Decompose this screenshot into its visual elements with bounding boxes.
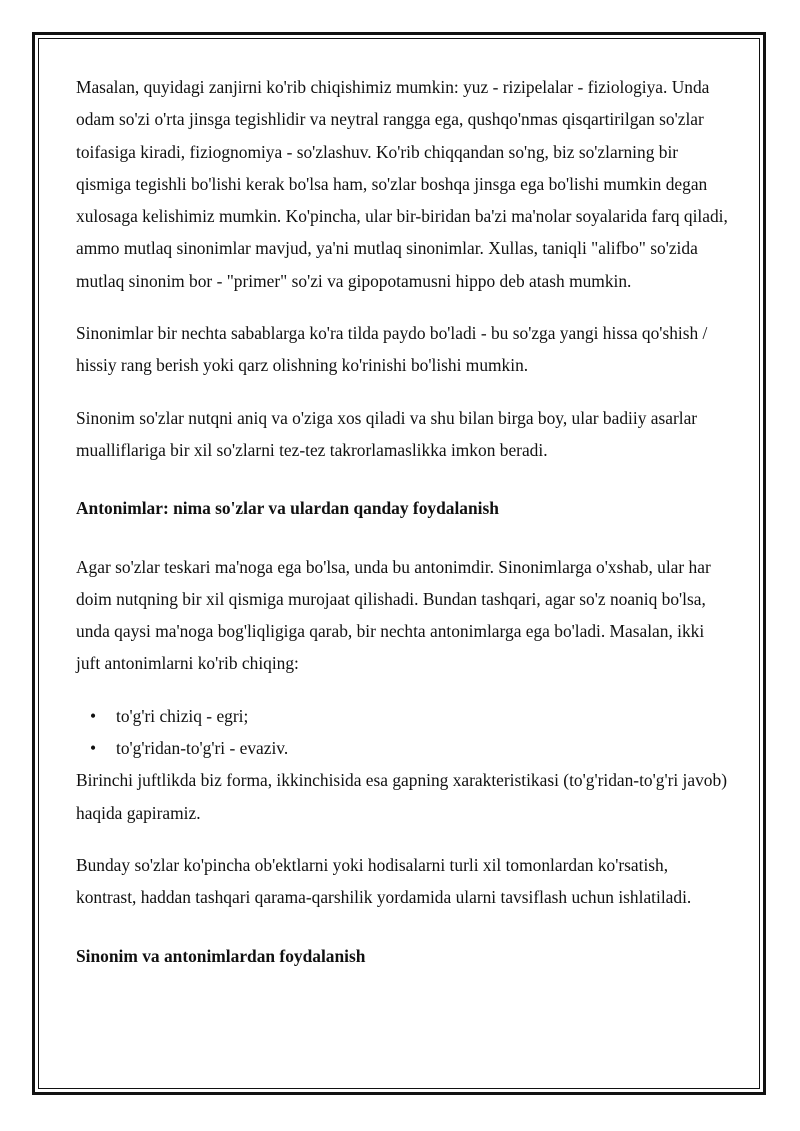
paragraph-antonym-explanation: Birinchi juftlikda biz forma, ikkinchisida esa gapning xarakteristikasi (to'g'ridan-to'g'ri javob) haqida gapiramiz. [76, 770, 727, 823]
bullet-icon: • [90, 738, 97, 759]
heading-synonym-antonym-usage: Sinonim va antonimlardan foydalanish [76, 945, 366, 966]
heading-antonyms: Antonimlar: nima so'zlar va ulardan qanday foydalanish [76, 498, 499, 519]
paragraph-synonym-example: Masalan, quyidagi zanjirni ko'rib chiqishimiz mumkin: yuz - rizipelalar - fiziologiya. Unda odam so'zi o'rta jinsga tegishlidir va neytral rangga ega, qushqo'nmas qisqartirilgan so'zlar toifasiga kiradi, fiziognomiya - so'zlashuv. Ko'rib chiqqandan so'ng, biz so'zlarning bir qismiga tegishli bo'lishi kerak bo'lsa ham, so'zlar boshqa jinsga ega bo'lishi mumkin degan xulosaga kelishimiz mumkin. Ko'pincha, ular bir-biridan ba'zi ma'nolar soyalarida farq qiladi, ammo mutlaq sinonimlar mavjud, ya'ni mutlaq sinonimlar. Xullas, taniqli "alifbo" so'zida mutlaq sinonim bor - "primer" so'zi va gipopotamusni hippo deb atash mumkin. [76, 77, 728, 291]
antonym-pairs-list [76, 700, 728, 765]
bullet-icon: • [90, 705, 97, 726]
list-item [76, 732, 728, 764]
paragraph-synonym-usage: Sinonim so'zlar nutqni aniq va o'ziga xos qiladi va shu bilan birga boy, ular badiiy asarlar mualliflariga bir xil so'zlarni tez-tez takrorlamaslikka imkon beradi. [76, 407, 698, 460]
list-item [76, 700, 728, 732]
paragraph-antonym-usage: Bunday so'zlar ko'pincha ob'ektlarni yoki hodisalarni turli xil tomonlardan ko'rsatish, kontrast, haddan tashqari qarama-qarshilik yordamida ularni tavsiflash uchun ishlatiladi. [76, 854, 692, 908]
paragraph-antonym-definition: Agar so'zlar teskari ma'noga ega bo'lsa, unda bu antonimdir. Sinonimlarga o'xshab, ular har doim nutqning bir xil qismiga murojaat qilishadi. Bundan tashqari, agar so'z noaniq bo'lsa, unda qaysi ma'noga bog'liqligiga qarab, bir nechta antonimlarga ega bo'ladi. Masalan, ikki juft antonimlarni ko'rib chiqing: [76, 556, 711, 674]
paragraph-synonym-origin: Sinonimlar bir nechta sabablarga ko'ra tilda paydo bo'ladi - bu so'zga yangi hissa qo'shish / hissiy rang berish yoki qarz olishning ko'rinishi bo'lishi mumkin. [76, 323, 708, 376]
document-body [76, 71, 728, 972]
list-item-text: to'g'ri chiziq - egri; [116, 705, 249, 726]
list-item-text: to'g'ridan-to'g'ri - evaziv. [116, 738, 289, 759]
